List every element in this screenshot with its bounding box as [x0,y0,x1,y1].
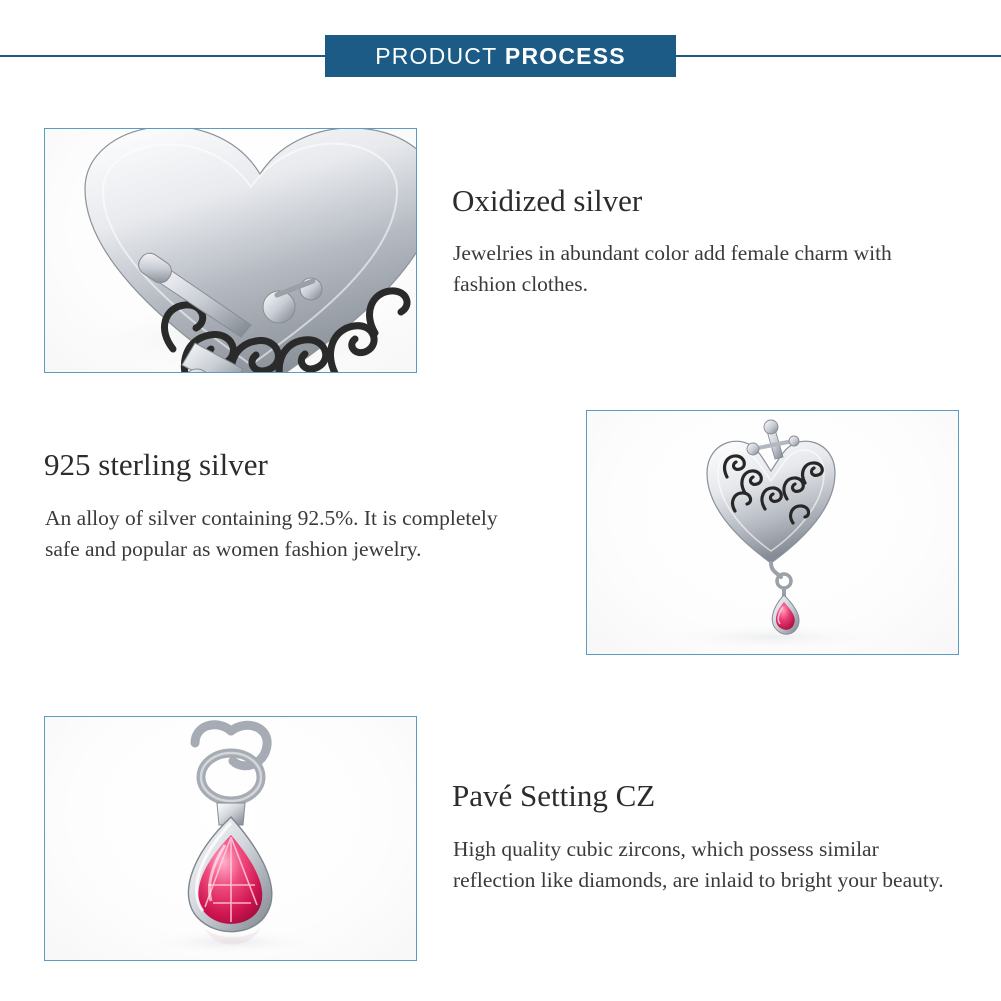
section-title-pave-setting-cz: Pavé Setting CZ [452,778,656,813]
product-image-pave-setting-cz [44,716,417,961]
page-title-light: PRODUCT [375,42,498,69]
section-body-oxidized-silver: Jewelries in abundant color add female charm with fashion clothes. [453,241,892,296]
image-canvas [45,129,416,372]
section-title-oxidized-silver: Oxidized silver [452,183,643,218]
heart-charm-closeup-illustration [45,129,416,372]
product-image-oxidized-silver [44,128,417,373]
section-title-sterling-silver: 925 sterling silver [44,447,268,482]
product-image-sterling-silver [586,410,959,655]
image-canvas [45,717,416,960]
image-canvas [587,411,958,654]
page-header [0,35,1001,77]
section-body-sterling-silver: An alloy of silver containing 92.5%. It is completely safe and popular as women fashion jewelry. [45,506,498,561]
section-body-pave-setting-cz: High quality cubic zircons, which possess similar reflection like diamonds, are inlaid to bright your beauty. [453,837,944,892]
page-title [375,43,626,70]
page-title-bold: PROCESS [504,42,626,69]
pink-teardrop-pendant-illustration [45,717,416,960]
header-title-box [325,35,676,77]
heart-charm-full-illustration [587,411,958,654]
